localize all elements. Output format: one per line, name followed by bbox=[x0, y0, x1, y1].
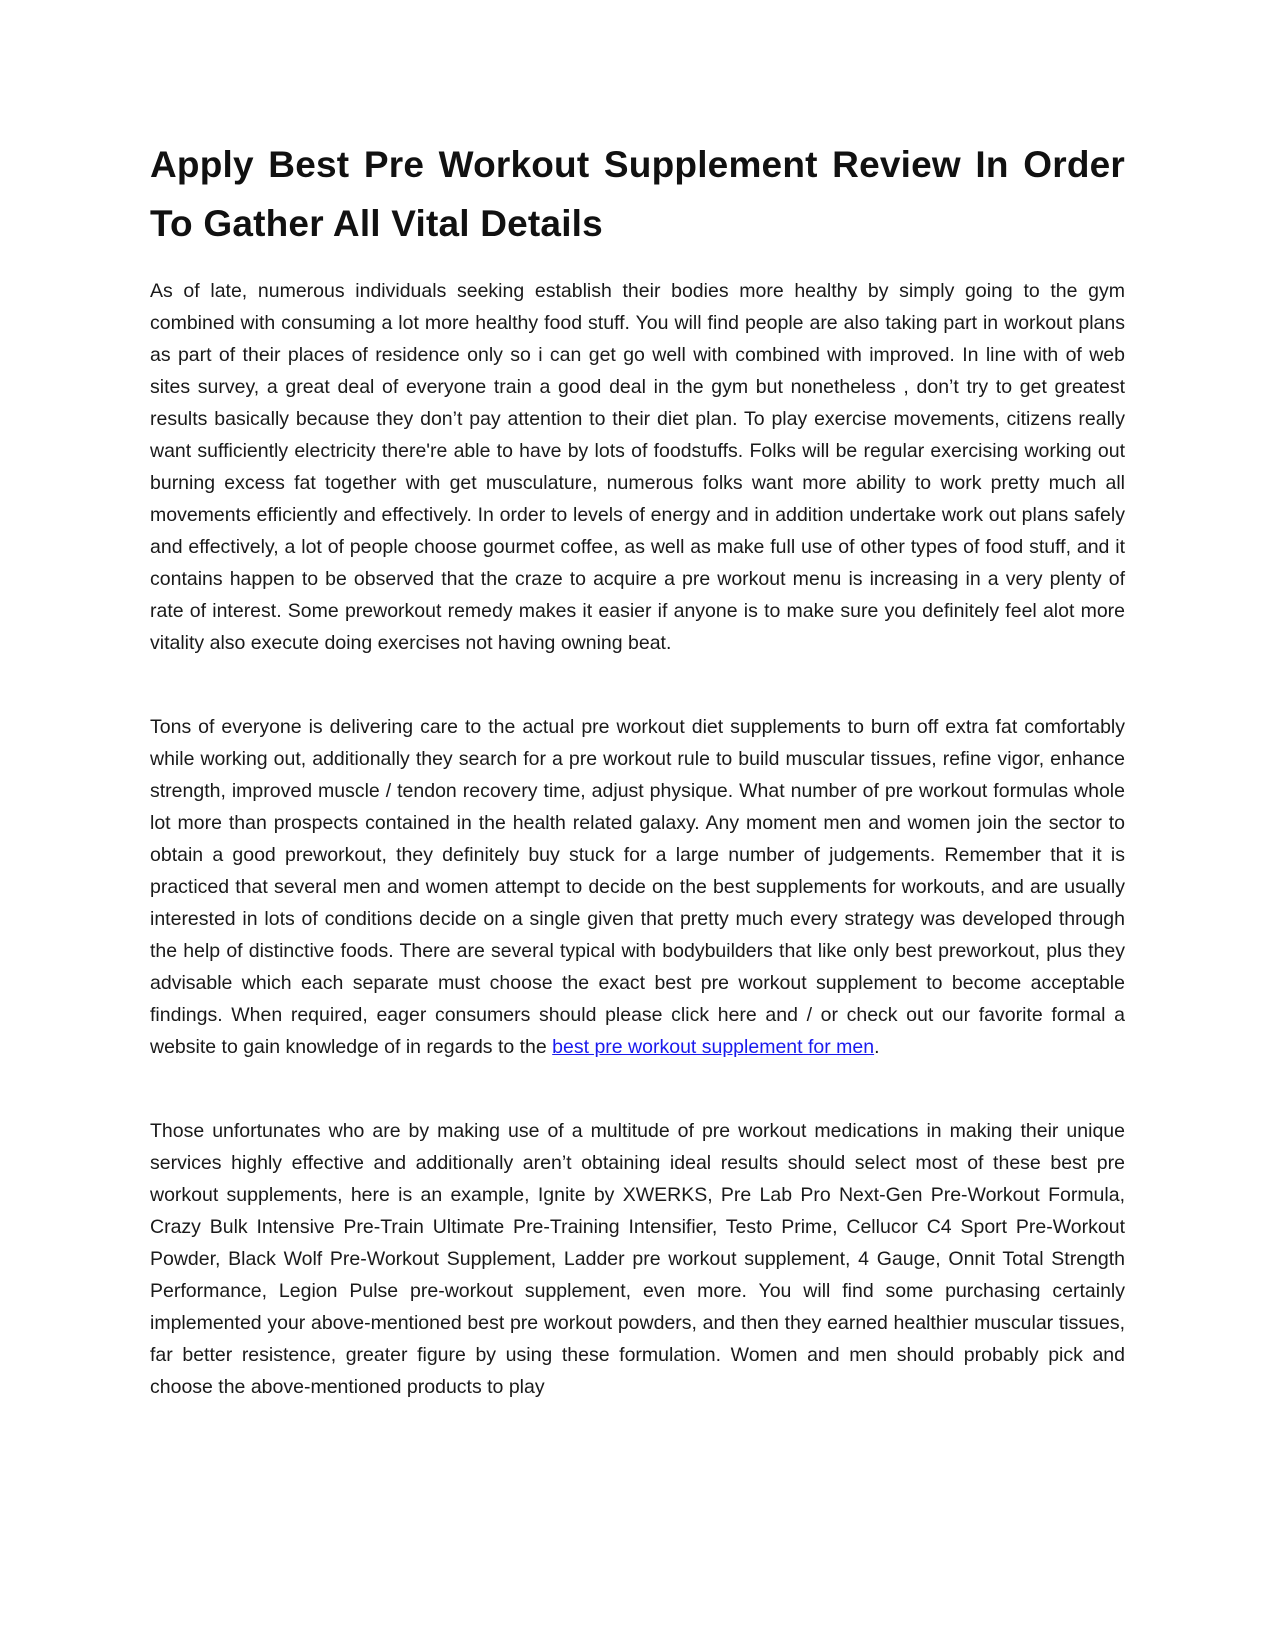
paragraph-text-end: . bbox=[874, 1036, 880, 1058]
paragraph-intro: As of late, numerous individuals seeking establish their bodies more healthy by simply going to the gym combined with consuming a lot more healthy food stuff. You will find people are also taking part in workout plans as part of their places of residence only so i can get go well with combined with improved. In line with of web sites survey, a great deal of everyone train a good deal in the gym but nonetheless , don’t try to get greatest results basically because they don’t pay attention to their diet plan. To play exercise movements, citizens really want sufficiently electricity there're able to have by lots of foodstuffs. Folks will be regular exercising working out burning excess fat together with get musculature, numerous folks want more ability to work pretty much all movements efficiently and effectively. In order to levels of energy and in addition undertake work out plans safely and effectively, a lot of people choose gourmet coffee, as well as make full use of other types of food stuff, and it contains happen to be observed that the craze to acquire a pre workout menu is increasing in a very plenty of rate of interest. Some preworkout remedy makes it easier if anyone is to make sure you definitely feel alot more vitality also execute doing exercises not having owning beat. bbox=[150, 280, 1125, 654]
paragraph-products: Those unfortunates who are by making use of a multitude of pre workout medications in making their unique services highly effective and additionally aren’t obtaining ideal results should select most of these best pre workout supplements, here is an example, Ignite by XWERKS, Pre Lab Pro Next-Gen Pre-Workout Formula, Crazy Bulk Intensive Pre-Train Ultimate Pre-Training Intensifier, Testo Prime, Cellucor C4 Sport Pre-Workout Powder, Black Wolf Pre-Workout Supplement, Ladder pre workout supplement, 4 Gauge, Onnit Total Strength Performance, Legion Pulse pre-workout supplement, even more. You will find some purchasing certainly implemented your above-mentioned best pre workout powders, and then they earned healthier muscular tissues, far better resistence, greater figure by using these formulation. Women and men should probably pick and choose the above-mentioned products to play bbox=[150, 1120, 1125, 1398]
document-page bbox=[150, 135, 1125, 1403]
paragraph-supplements bbox=[150, 711, 1125, 1063]
paragraph-text: Tons of everyone is delivering care to the actual pre workout diet supplements to burn off extra fat comfortably while working out, additionally they search for a pre workout rule to build muscular tissues, refine vigor, enhance strength, improved muscle / tendon recovery time, adjust physique. What number of pre workout formulas whole lot more than prospects contained in the health related galaxy. Any moment men and women join the sector to obtain a good preworkout, they definitely buy stuck for a large number of judgements. Remember that it is practiced that several men and women attempt to decide on the best supplements for workouts, and are usually interested in lots of conditions decide on a single given that pretty much every strategy was developed through the help of distinctive foods. There are several typical with bodybuilders that like only best preworkout, plus they advisable which each separate must choose the exact best pre workout supplement to become acceptable findings. When required, eager consumers should please click here and / or check out our favorite formal a website to gain knowledge of in regards to the bbox=[150, 716, 1125, 1058]
document-title: Apply Best Pre Workout Supplement Review In Order To Gather All Vital Details bbox=[150, 144, 1125, 244]
best-pre-workout-link[interactable]: best pre workout supplement for men bbox=[552, 1036, 875, 1058]
